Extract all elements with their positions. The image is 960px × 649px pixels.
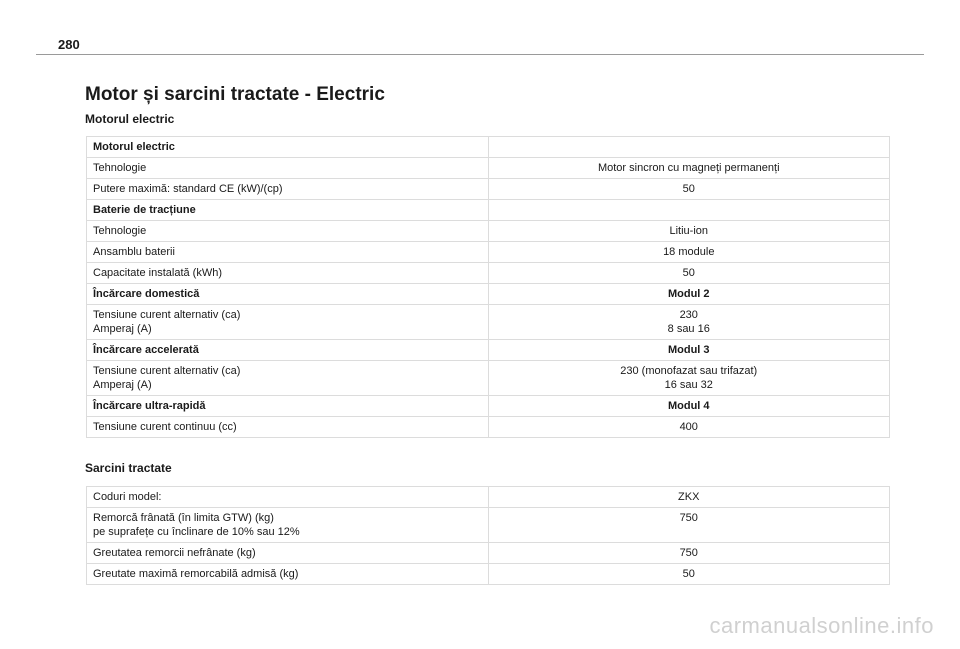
label-text: Tehnologie	[93, 162, 147, 174]
row-label	[87, 200, 489, 221]
towed-loads-table	[86, 486, 890, 585]
electric-motor-table	[86, 136, 890, 438]
value-text: 750	[679, 547, 698, 559]
row-value	[488, 564, 890, 585]
table-row	[87, 221, 890, 242]
row-value	[488, 361, 890, 396]
value-text: Modul 4	[667, 400, 710, 412]
table-row	[87, 508, 890, 543]
label-text: Ansamblu baterii	[93, 246, 175, 258]
value-text-line2: 8 sau 16	[667, 323, 710, 335]
value-text: Litiu-ion	[669, 225, 709, 237]
table-row	[87, 179, 890, 200]
row-label	[87, 417, 489, 438]
value-text: Modul 3	[667, 344, 710, 356]
row-value	[488, 200, 890, 221]
row-label	[87, 543, 489, 564]
row-value	[488, 137, 890, 158]
label-text: Încărcare ultra-rapidă	[93, 400, 206, 412]
label-text: Tensiune curent alternativ (ca)	[93, 365, 241, 377]
label-text: Greutatea remorcii nefrânate (kg)	[93, 547, 256, 559]
value-text: 50	[682, 183, 695, 195]
row-value	[488, 284, 890, 305]
table-row	[87, 564, 890, 585]
row-label	[87, 137, 489, 158]
row-value	[488, 487, 890, 508]
label-text: Greutate maximă remorcabilă admisă (kg)	[93, 568, 299, 580]
row-value	[488, 543, 890, 564]
row-label	[87, 361, 489, 396]
row-label	[87, 305, 489, 340]
label-text: Putere maximă: standard CE (kW)/(cp)	[93, 183, 283, 195]
top-rule	[36, 54, 924, 55]
label-text: Încărcare accelerată	[93, 344, 199, 356]
table-row	[87, 487, 890, 508]
row-value	[488, 508, 890, 543]
table-row	[87, 200, 890, 221]
label-text: Baterie de tracțiune	[93, 204, 196, 216]
row-label	[87, 284, 489, 305]
value-text: Modul 2	[667, 288, 710, 300]
row-value	[488, 340, 890, 361]
table-row	[87, 284, 890, 305]
table-row	[87, 361, 890, 396]
label-text: Remorcă frânată (în limita GTW) (kg)	[93, 512, 274, 524]
label-text: Motorul electric	[93, 141, 175, 153]
label-text: Tensiune curent continuu (cc)	[93, 421, 237, 433]
page-number: 280	[58, 37, 80, 52]
row-value	[488, 396, 890, 417]
table-row	[87, 263, 890, 284]
row-label	[87, 158, 489, 179]
table-row	[87, 543, 890, 564]
label-text: Tensiune curent alternativ (ca)	[93, 309, 241, 321]
label-text: Capacitate instalată (kWh)	[93, 267, 222, 279]
value-text: 50	[682, 267, 695, 279]
value-text: Motor sincron cu magneți permanenți	[597, 162, 780, 174]
row-value	[488, 242, 890, 263]
row-value	[488, 158, 890, 179]
page-title: Motor și sarcini tractate - Electric	[85, 84, 385, 105]
row-label	[87, 340, 489, 361]
row-value	[488, 221, 890, 242]
row-label	[87, 263, 489, 284]
row-value	[488, 417, 890, 438]
label-text-line2: Amperaj (A)	[93, 379, 152, 391]
table-row	[87, 158, 890, 179]
row-value	[488, 179, 890, 200]
row-value	[488, 263, 890, 284]
value-text: 50	[682, 568, 695, 580]
value-text: 230 (monofazat sau trifazat)	[620, 365, 758, 377]
row-label	[87, 564, 489, 585]
value-text-line2: 16 sau 32	[664, 379, 713, 391]
row-label	[87, 487, 489, 508]
row-label	[87, 508, 489, 543]
row-label	[87, 179, 489, 200]
label-text-line2: Amperaj (A)	[93, 323, 152, 335]
row-value	[488, 305, 890, 340]
row-label	[87, 221, 489, 242]
table-row	[87, 137, 890, 158]
label-text-line2: pe suprafețe cu înclinare de 10% sau 12%	[93, 526, 300, 538]
watermark: carmanualsonline.info	[709, 613, 934, 638]
value-text: 750	[679, 512, 698, 524]
value-text: ZKX	[678, 491, 700, 503]
label-text: Încărcare domestică	[93, 288, 200, 300]
table-row	[87, 305, 890, 340]
value-text: 18 module	[663, 246, 715, 258]
table-row	[87, 417, 890, 438]
label-text: Tehnologie	[93, 225, 147, 237]
table-row	[87, 242, 890, 263]
label-text: Coduri model:	[93, 491, 162, 503]
table-row	[87, 396, 890, 417]
row-label	[87, 396, 489, 417]
section-heading-towed-loads: Sarcini tractate	[85, 461, 172, 475]
value-text: 400	[679, 421, 698, 433]
table-row	[87, 340, 890, 361]
value-text: 230	[679, 309, 698, 321]
section-heading-electric-motor: Motorul electric	[85, 112, 175, 126]
row-label	[87, 242, 489, 263]
